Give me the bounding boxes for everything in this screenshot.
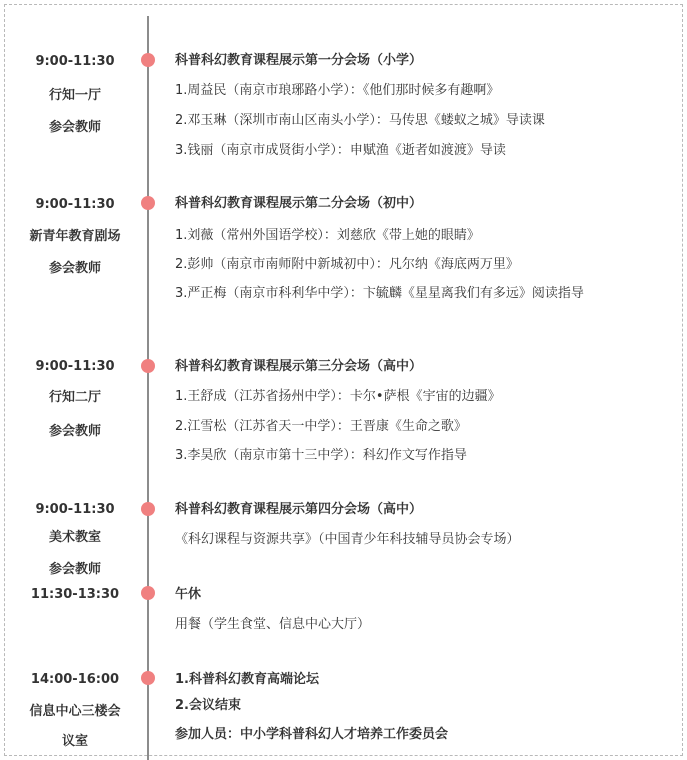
session-item: 3.钱丽（南京市成贤街小学）：申赋渔《逝者如渡渡》导读: [175, 143, 506, 158]
session-title: 午休: [175, 587, 202, 602]
session-title: 科普科幻教育课程展示第三分会场（高中）: [175, 359, 423, 374]
session-venue: 行知一厅: [48, 88, 101, 103]
session-item: 1.科普科幻教育高端论坛: [175, 672, 319, 687]
session-title: 科普科幻教育课程展示第一分会场（小学）: [175, 53, 423, 68]
session-time: 11:30-13:30: [30, 587, 120, 602]
session-venue: 信息中心三楼会: [29, 704, 121, 719]
session-venue: 行知二厅: [48, 390, 101, 405]
session-item: 2.江雪松（江苏省天一中学）：王晋康《生命之歌》: [175, 419, 467, 434]
timeline-dot: [141, 53, 155, 67]
session-title: 科普科幻教育课程展示第二分会场（初中）: [175, 196, 423, 211]
timeline-dot: [141, 586, 155, 600]
session-time: 14:00-16:00: [30, 672, 120, 687]
session-item: 《科幻课程与资源共享》（中国青少年科技辅导员协会专场）: [175, 532, 520, 547]
session-item: 3.严正梅（南京市科利华中学）：卞毓麟《星星离我们有多远》阅读指导: [175, 286, 584, 301]
session-item: 1.周益民（南京市琅琊路小学）：《他们那时候多有趣啊》: [175, 83, 500, 98]
session-attendees: 参会教师: [48, 120, 101, 135]
session-item: 1.刘薇（常州外国语学校）：刘慈欣《带上她的眼睛》: [175, 228, 480, 243]
session-item: 2.邓玉琳（深圳市南山区南头小学）：马传思《蝼蚁之城》导读课: [175, 113, 545, 128]
session-item: 2.彭帅（南京市南师附中新城初中）：凡尔纳《海底两万里》: [175, 257, 519, 272]
session-venue: 议室: [61, 734, 88, 749]
session-item: 1.王舒成（江苏省扬州中学）：卡尔•萨根《宇宙的边疆》: [175, 389, 501, 404]
session-time: 9:00-11:30: [35, 502, 115, 517]
session-venue: 美术教室: [48, 530, 101, 545]
session-time: 9:00-11:30: [35, 197, 115, 212]
session-item: 用餐（学生食堂、信息中心大厅）: [175, 617, 371, 632]
session-item: 参加人员：中小学科普科幻人才培养工作委员会: [175, 727, 449, 742]
timeline-dot: [141, 196, 155, 210]
timeline-dot: [141, 502, 155, 516]
session-attendees: 参会教师: [48, 261, 101, 276]
session-item: 2.会议结束: [175, 698, 241, 713]
session-venue: 新青年教育剧场: [29, 229, 121, 244]
timeline-dot: [141, 359, 155, 373]
session-time: 9:00-11:30: [35, 54, 115, 69]
session-attendees: 参会教师: [48, 424, 101, 439]
session-time: 9:00-11:30: [35, 359, 115, 374]
session-item: 3.李昊欣（南京市第十三中学）：科幻作文写作指导: [175, 448, 467, 463]
session-attendees: 参会教师: [48, 562, 101, 577]
timeline-dot: [141, 671, 155, 685]
timeline-line: [147, 16, 149, 760]
session-title: 科普科幻教育课程展示第四分会场（高中）: [175, 502, 423, 517]
